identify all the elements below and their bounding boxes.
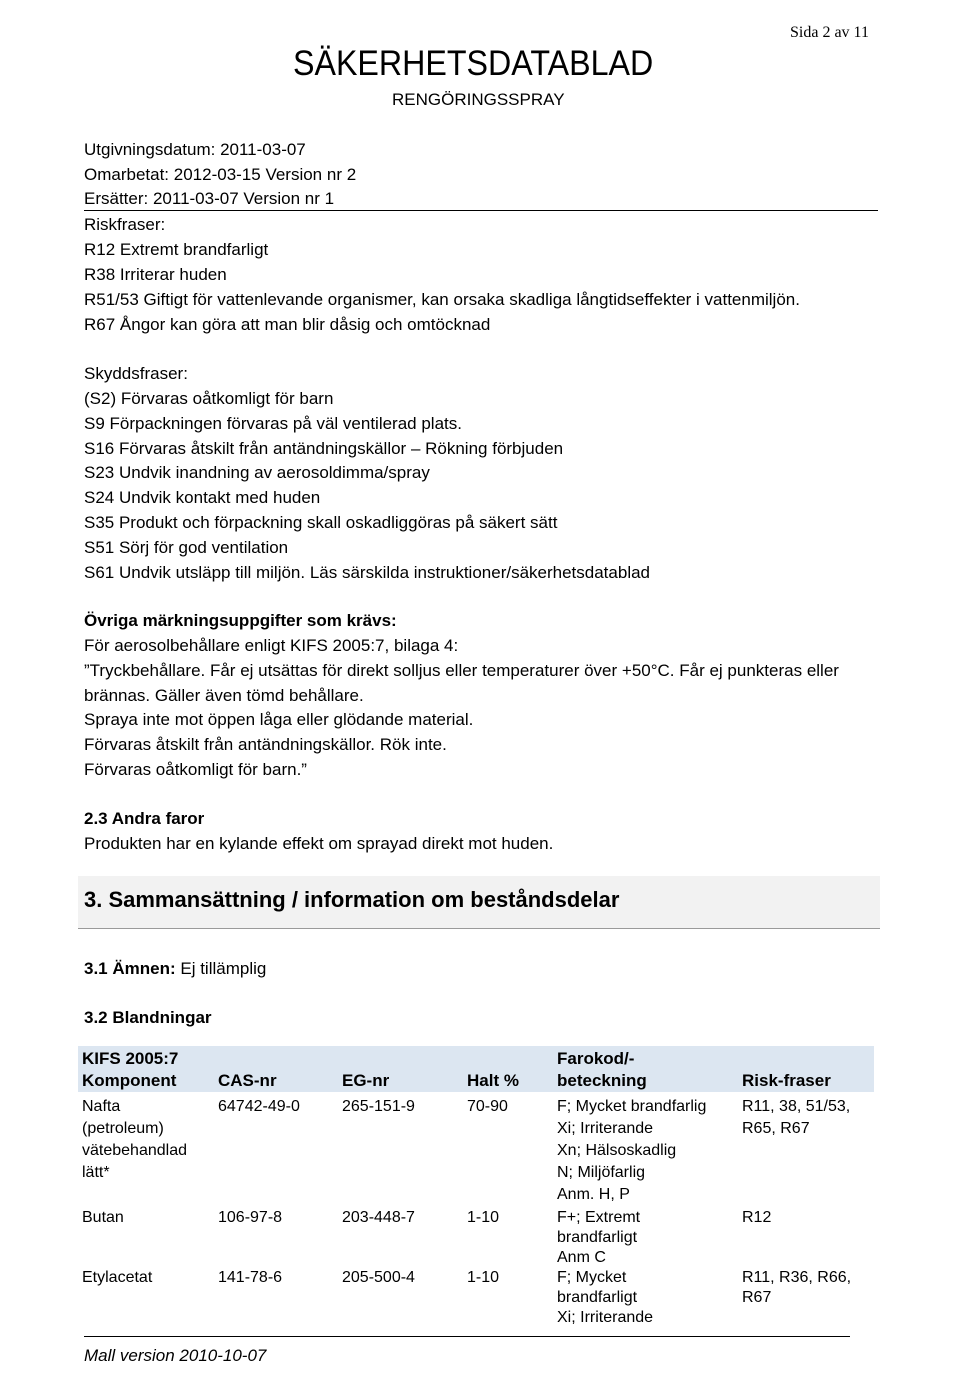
other-labeling-line: Spraya inte mot öppen låga eller glödande material. [84, 710, 474, 729]
substances-heading: 3.1 Ämnen: [84, 959, 176, 978]
cell-risk [738, 1092, 874, 1206]
cell-line: vätebehandlad [82, 1142, 187, 1159]
cell-halt: 1-10 [467, 1269, 500, 1286]
other-labeling-line: ”Tryckbehållare. Får ej utsättas för direkt solljus eller temperaturer över +50°C. Får ej punkteras eller [84, 661, 839, 680]
header-component [78, 1046, 214, 1092]
header-cas: CAS-nr [214, 1046, 338, 1092]
cell-line: F; Mycket brandfarlig [557, 1098, 707, 1115]
other-labeling-line: Förvaras oåtkomligt för barn.” [84, 760, 307, 779]
cell-line: R65, R67 [742, 1120, 810, 1137]
cell-line: Xn; Hälsoskadlig [557, 1142, 677, 1159]
cell-line: brandfarligt [557, 1289, 638, 1306]
safety-phrase-item: S23 Undvik inandning av aerosoldimma/spray [84, 463, 430, 482]
other-labeling-line: Förvaras åtskilt från antändningskällor. Rök inte. [84, 735, 447, 754]
cell-component: Etylacetat [82, 1269, 153, 1286]
safety-phrase-item: S51 Sörj för god ventilation [84, 538, 289, 557]
replaces-version: Ersätter: 2011-03-07 Version nr 1 [84, 189, 335, 208]
cell-cas: 106-97-8 [218, 1209, 283, 1226]
header-divider [84, 210, 878, 211]
cell-line: R67 [742, 1289, 772, 1306]
cell-line: Xi; Irriterande [557, 1309, 654, 1326]
cell-line: Anm C [557, 1249, 606, 1266]
header-risk: Risk-fraser [738, 1046, 874, 1092]
cell-component: Butan [82, 1209, 124, 1226]
cell-line: N; Miljöfarlig [557, 1164, 646, 1181]
cell-eg: 205-500-4 [342, 1269, 415, 1286]
safety-phrase-item: S24 Undvik kontakt med huden [84, 488, 321, 507]
revised-date: Omarbetat: 2012-03-15 Version nr 2 [84, 165, 357, 184]
risk-phrase-item: R38 Irriterar huden [84, 265, 227, 284]
header-farokod [553, 1046, 738, 1092]
header-eg: EG-nr [338, 1046, 463, 1092]
product-name: RENGÖRINGSSPRAY [392, 90, 565, 109]
cell-line: F; Mycket [557, 1269, 627, 1286]
other-labeling-line: För aerosolbehållare enligt KIFS 2005:7, bilaga 4: [84, 636, 459, 655]
other-hazards-heading: 2.3 Andra faror [84, 809, 205, 828]
other-hazards-text: Produkten har en kylande effekt om sprayad direkt mot huden. [84, 834, 554, 853]
safety-phrase-item: (S2) Förvaras oåtkomligt för barn [84, 389, 334, 408]
risk-phrase-item: R51/53 Giftigt för vattenlevande organismer, kan orsaka skadliga långtidseffekter i vattenmiljön. [84, 290, 800, 309]
risk-phrase-item: R67 Ångor kan göra att man blir dåsig och omtöcknad [84, 315, 491, 334]
cell-risk [738, 1268, 874, 1328]
cell-cas: 64742-49-0 [218, 1098, 300, 1115]
page-indicator: Sida 2 av 11 [790, 24, 869, 41]
cell-component [78, 1092, 214, 1206]
safety-phrases-heading: Skyddsfraser: [84, 364, 188, 383]
substances-value: Ej tillämplig [180, 959, 267, 978]
document-title: SÄKERHETSDATABLAD [293, 44, 654, 83]
table-row [78, 1268, 874, 1328]
footer-divider [84, 1336, 850, 1337]
cell-line: Xi; Irriterande [557, 1120, 654, 1137]
safety-phrase-item: S9 Förpackningen förvaras på väl ventilerad plats. [84, 414, 462, 433]
cell-cas: 141-78-6 [218, 1269, 283, 1286]
cell-line: Nafta [82, 1098, 121, 1115]
substances-line [84, 959, 266, 979]
table-row [78, 1092, 874, 1206]
header-component-line1: KIFS 2005:7 [82, 1049, 179, 1068]
cell-line: R11, R36, R66, [742, 1269, 852, 1286]
other-labeling-heading: Övriga märkningsuppgifter som krävs: [84, 611, 397, 630]
cell-halt: 1-10 [467, 1209, 500, 1226]
cell-eg: 265-151-9 [342, 1098, 415, 1115]
cell-eg: 203-448-7 [342, 1209, 415, 1226]
header-component-line2: Komponent [82, 1071, 177, 1090]
cell-risk: R12 [742, 1209, 772, 1226]
cell-line: brandfarligt [557, 1229, 638, 1246]
cell-farokod [553, 1268, 738, 1328]
risk-phrase-item: R12 Extremt brandfarligt [84, 240, 269, 259]
cell-line: lätt* [82, 1164, 110, 1181]
header-halt: Halt % [463, 1046, 553, 1092]
composition-table [78, 1046, 874, 1328]
issued-date: Utgivningsdatum: 2011-03-07 [84, 140, 306, 159]
header-farokod-line1: Farokod/- [557, 1049, 635, 1068]
cell-line: R11, 38, 51/53, [742, 1098, 851, 1115]
header-farokod-line2: beteckning [557, 1071, 647, 1090]
other-labeling-line: brännas. Gäller även tömd behållare. [84, 686, 364, 705]
cell-line: Anm. H, P [557, 1186, 630, 1203]
safety-phrase-item: S16 Förvaras åtskilt från antändningskällor – Rökning förbjuden [84, 439, 564, 458]
cell-line: (petroleum) [82, 1120, 164, 1137]
cell-farokod [553, 1206, 738, 1268]
mixtures-heading: 3.2 Blandningar [84, 1008, 212, 1027]
safety-phrase-item: S61 Undvik utsläpp till miljön. Läs särskilda instruktioner/säkerhetsdatablad [84, 563, 651, 582]
table-row [78, 1206, 874, 1268]
cell-line: F+; Extremt [557, 1209, 641, 1226]
table-header-row [78, 1046, 874, 1092]
safety-phrase-item: S35 Produkt och förpackning skall oskadliggöras på säkert sätt [84, 513, 558, 532]
cell-halt: 70-90 [467, 1098, 508, 1115]
section-3-title: 3. Sammansättning / information om beståndsdelar [84, 887, 620, 912]
cell-farokod [553, 1092, 738, 1206]
template-version: Mall version 2010-10-07 [84, 1346, 267, 1365]
risk-phrases-heading: Riskfraser: [84, 215, 166, 234]
